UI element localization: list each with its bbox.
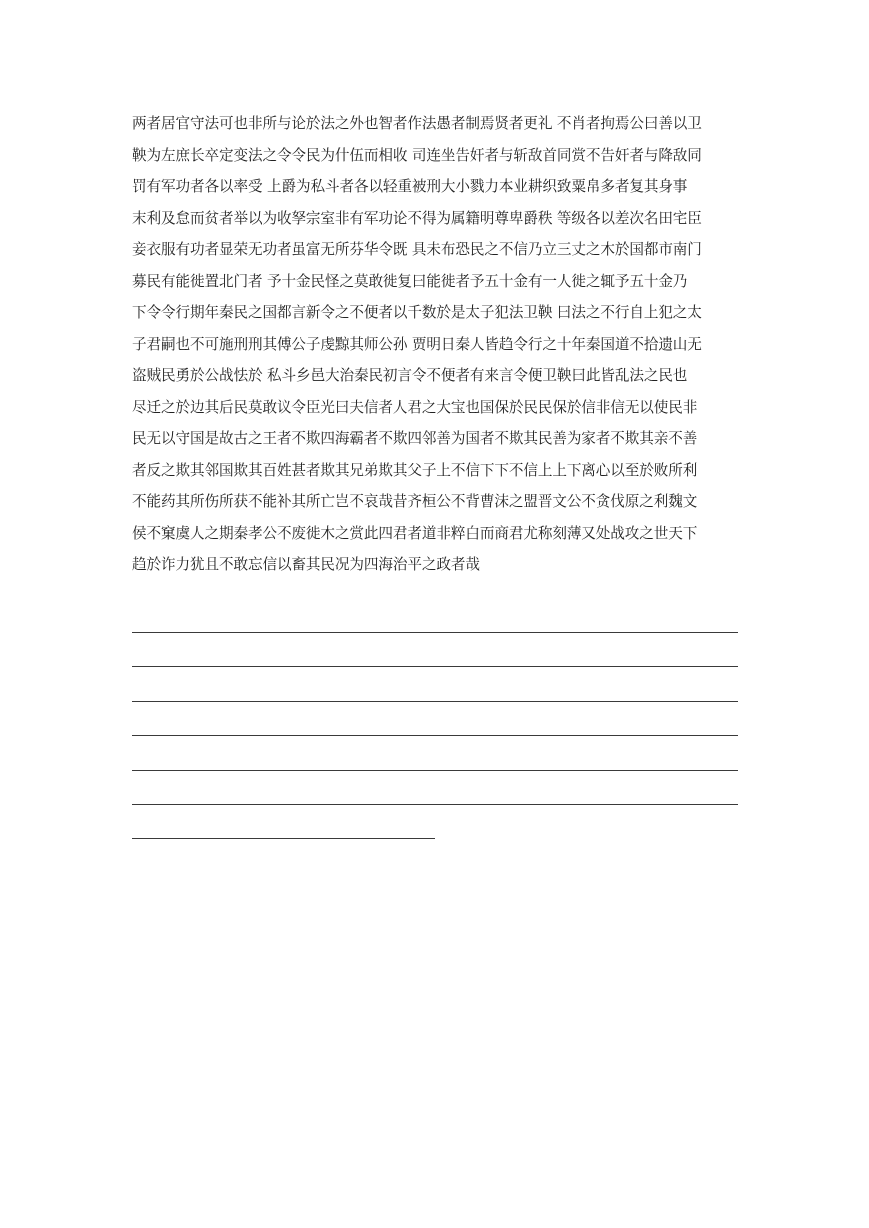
rule-stroke [132, 701, 738, 702]
text-line: 子君嗣也不可施刑刑其傅公子虔黥其师公孙 贾明日秦人皆趋令行之十年秦国道不拾遗山无 [132, 335, 702, 353]
text-line: 末利及怠而贫者举以为收孥宗室非有军功论不得为属籍明尊卑爵秩 等级各以差次名田宅臣 [132, 209, 702, 227]
text-line: 民无以守国是故古之王者不欺四海霸者不欺四邻善为国者不欺其民善为家者不欺其亲不善 [132, 430, 698, 447]
rule-stroke [132, 804, 738, 805]
text-line: 罚有军功者各以率受 上爵为私斗者各以轻重被刑大小戮力本业耕织致粟帛多者复其身事 [132, 178, 688, 195]
text-line: 两者居官守法可也非所与论於法之外也智者作法愚者制焉贤者更礼 不肖者拘焉公曰善以卫 [132, 115, 702, 132]
answer-rule-line [132, 685, 738, 719]
text-line: 不能药其所伤所获不能补其所亡岂不哀哉昔齐桓公不背曹沫之盟晋文公不贪伐原之利魏文 [132, 493, 698, 510]
text-line: 盗贼民勇於公战怯於 私斗乡邑大治秦民初言令不便者有来言令便卫鞅曰此皆乱法之民也 [132, 367, 688, 384]
text-line: 募民有能徙置北门者 予十金民怪之莫敢徙复曰能徙者予五十金有一人徙之辄予五十金乃 [132, 272, 688, 290]
text-line: 趋於诈力犹且不敢忘信以畜其民况为四海治平之政者哉 [132, 556, 480, 573]
answer-rule-line [132, 616, 738, 650]
rule-stroke [132, 632, 738, 633]
text-line: 者反之欺其邻国欺其百姓甚者欺其兄弟欺其父子上不信下下不信上上下离心以至於败所利 [132, 461, 698, 479]
text-line: 尽迁之於边其后民莫敢议令臣光曰夫信者人君之大宝也国保於民民保於信非信无以使民非 [132, 398, 698, 416]
classical-text-passage [132, 108, 740, 581]
text-line: 妾衣服有功者显荣无功者虽富无所芬华令既 具未布恐民之不信乃立三丈之木於国都市南门 [132, 241, 702, 258]
rule-stroke [132, 666, 738, 667]
answer-rule-line [132, 788, 738, 822]
text-line: 侯不窠虞人之期秦孝公不废徙木之赏此四君者道非粹白而商君尤称刻薄又处战攻之世天下 [132, 524, 698, 542]
answer-rule-line [132, 822, 738, 856]
rule-stroke [132, 735, 738, 736]
answer-rule-line [132, 754, 738, 788]
rule-stroke [132, 770, 738, 771]
answer-lines [132, 616, 738, 857]
text-line: 鞅为左庶长卒定变法之令令民为什伍而相收 司连坐告奸者与斩敌首同赏不告奸者与降敌同 [132, 146, 702, 164]
answer-rule-line [132, 719, 738, 753]
answer-rule-line [132, 650, 738, 684]
text-line: 下令令行期年秦民之国都言新令之不便者以千数於是太子犯法卫鞅 曰法之不行自上犯之太 [132, 304, 702, 321]
rule-stroke [132, 838, 435, 839]
